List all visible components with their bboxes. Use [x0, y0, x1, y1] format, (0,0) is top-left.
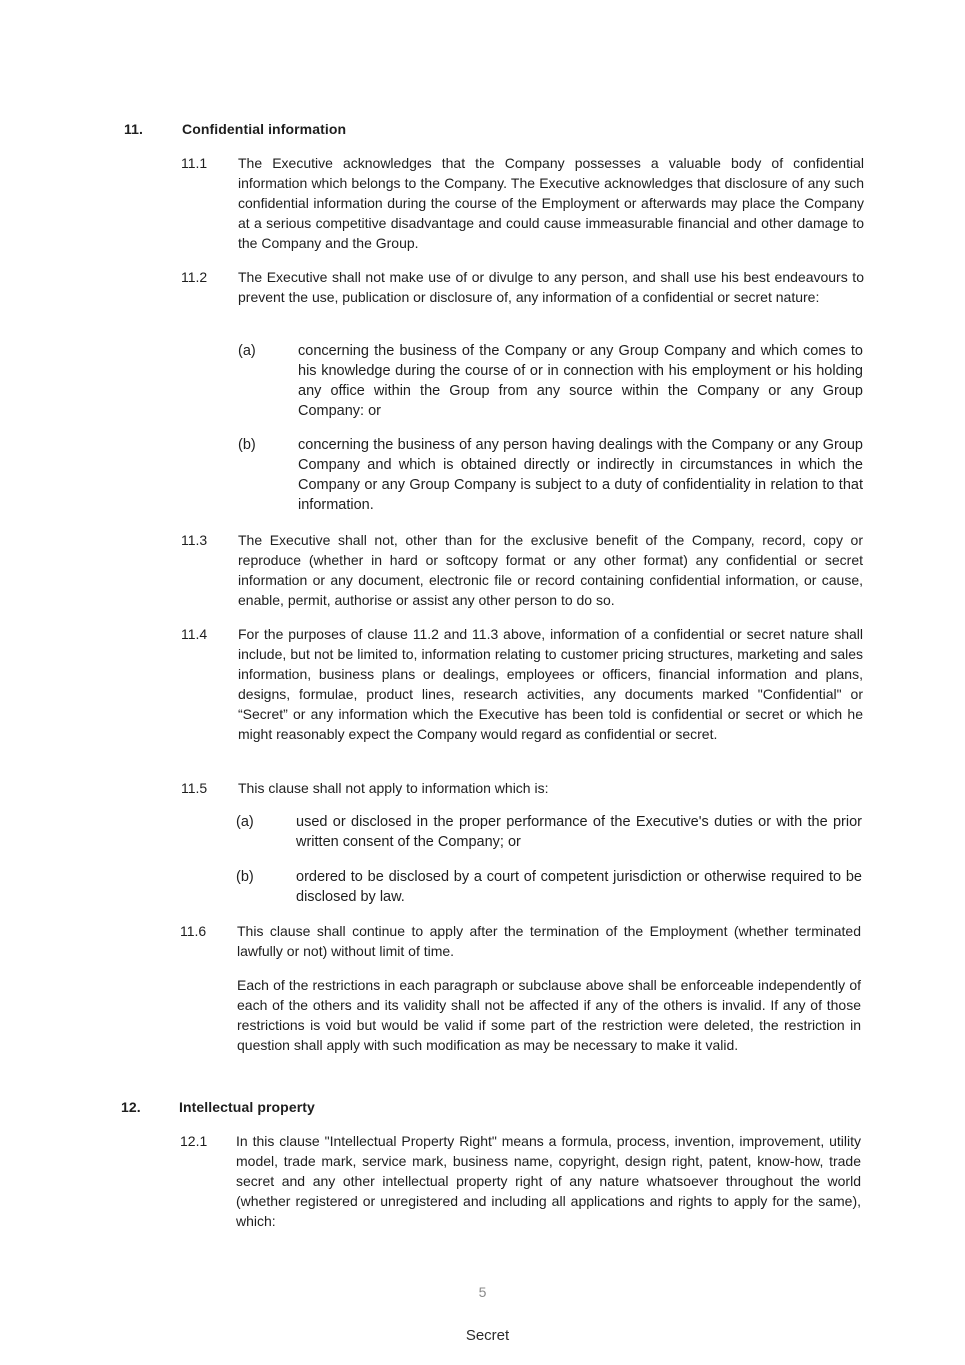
clause-number: 11.5 [181, 780, 208, 796]
subclause-text: concerning the business of the Company or any Group Company and which comes to his knowledge during the course of or in connection with his employment or his holding any office within the Group from any source within the Company or any Group Company: or [298, 343, 863, 419]
clause-text: This clause shall continue to apply after the termination of the Employment (whether terminated lawfully or not) without limit of time. [237, 923, 861, 959]
clause-text: The Executive shall not make use of or divulge to any person, and shall use his best endeavours to prevent the use, publication or disclosure of, any information of a confidential or secret nature: [238, 269, 864, 305]
clause-number: 12.1 [180, 1133, 208, 1149]
subclause-letter: (a) [238, 343, 256, 359]
clause-number: 11.1 [181, 155, 208, 171]
section-title: Intellectual property [179, 1099, 315, 1115]
subclause-letter: (b) [238, 437, 256, 453]
section-number: 12. [121, 1099, 141, 1115]
subclause-letter: (b) [236, 869, 254, 885]
subclause-text: concerning the business of any person having dealings with the Company or any Group Company and which is obtained directly or indirectly in circumstances in which the Company or any Group Company is subject to a duty of confidentiality in relation to that information. [298, 437, 863, 513]
closing-paragraph: Each of the restrictions in each paragraph or subclause above shall be enforceable independently of each of the others and its validity shall not be affected if any of the others is invalid. If any of those restrictions is void but would be valid if some part of the restriction were deleted, the restriction in question shall apply with such modification as may be necessary to make it valid. [237, 977, 861, 1053]
clause-text: For the purposes of clause 11.2 and 11.3 above, information of a confidential or secret nature shall include, but not be limited to, information relating to customer pricing structures, marketing and sales information, business plans or dealings, employees or officers, financial information and plans, designs, formulae, product lines, research activities, any documents marked "Confidential" or “Secret” or any information which the Executive has been told is confidential or secret or which he might reasonably expect the Company would regard as confidential or secret. [238, 626, 863, 742]
section-number: 11. [124, 121, 143, 137]
clause-number: 11.3 [181, 532, 208, 548]
subclause-text: used or disclosed in the proper performance of the Executive's duties or with the prior written consent of the Company; or [296, 814, 862, 850]
clause-number: 11.2 [181, 269, 208, 285]
section-title: Confidential information [182, 121, 347, 137]
section-heading-11 [124, 119, 424, 139]
clause-number: 11.4 [181, 626, 208, 642]
subclause-text: ordered to be disclosed by a court of competent jurisdiction or otherwise required to be disclosed by law. [296, 869, 862, 905]
clause-text: The Executive acknowledges that the Company possesses a valuable body of confidential information which belongs to the Company. The Executive acknowledges that disclosure of any such confidential information during the course of the Employment or afterwards may place the Company at a serious competitive disadvantage and could cause immeasurable financial and other damage to the Company and the Group. [238, 155, 864, 251]
subclause-letter: (a) [236, 814, 254, 830]
page-number: 5 [478, 1284, 487, 1300]
classification-label: Secret [465, 1327, 510, 1344]
clause-text: The Executive shall not, other than for the exclusive benefit of the Company, record, copy or reproduce (whether in hard or softcopy format or any other format) any confidential or secret information or any document, electronic file or record containing confidential information, or cause, enable, permit, authorise or assist any other person to do so. [238, 532, 863, 608]
section-heading-12 [121, 1097, 421, 1117]
clause-text: In this clause "Intellectual Property Right" means a formula, process, invention, improvement, utility model, trade mark, service mark, business name, copyright, design right, patent, know-how, trade secret and any other intellectual property right of any nature whatsoever throughout the world (whether registered or unregistered and including all applications and rights to apply for the same), which: [236, 1133, 861, 1229]
clause-text: This clause shall not apply to information which is: [238, 780, 549, 796]
clause-number: 11.6 [180, 923, 207, 939]
